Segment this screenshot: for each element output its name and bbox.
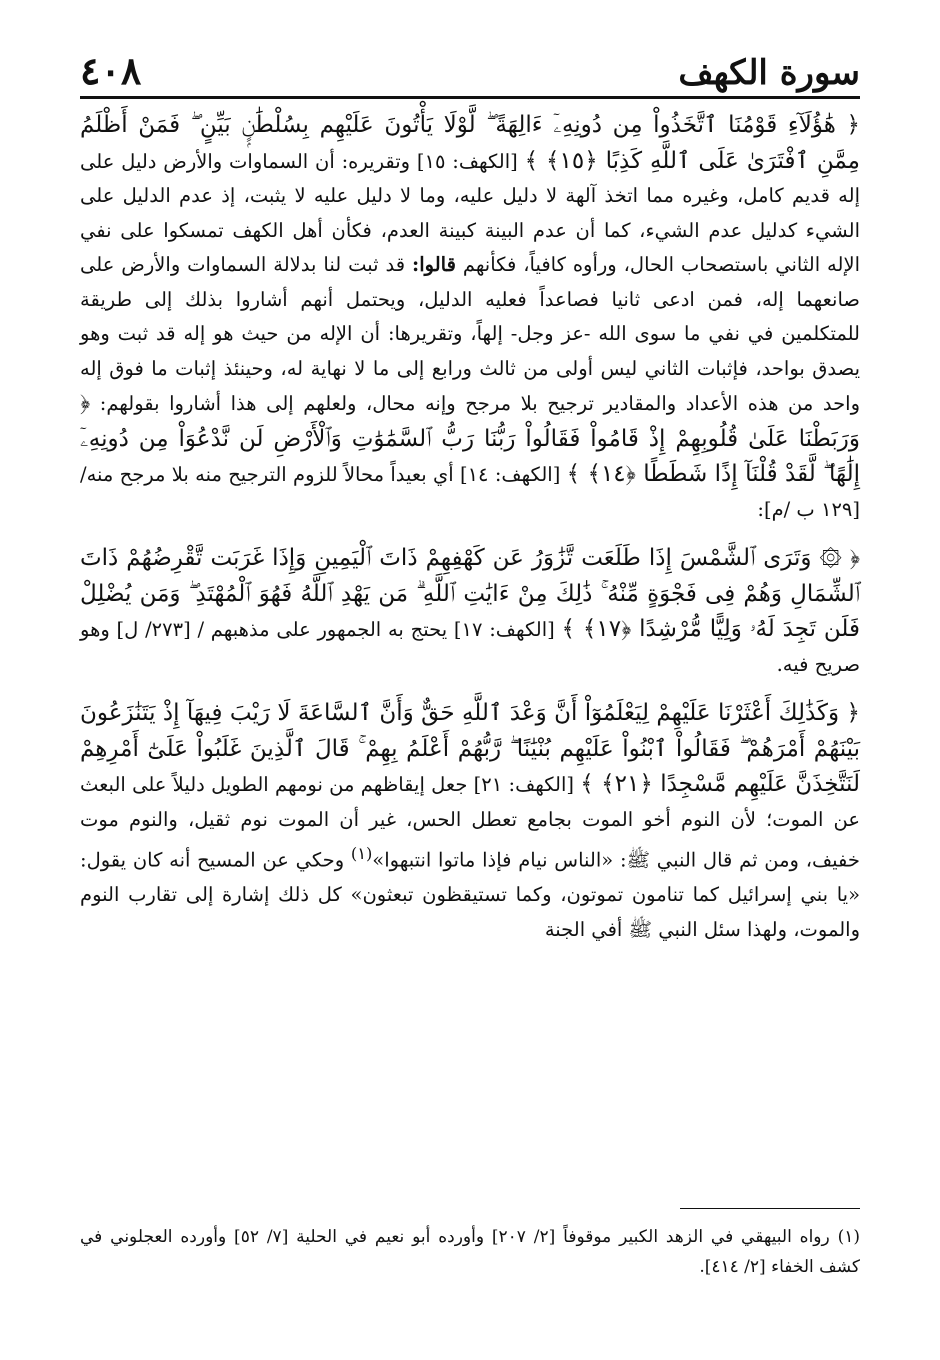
commentary-text: جعل إيقاظهم من نومهم الطويل دليلاً على البعث عن الموت؛ لأن النوم أخو الموت بجامع تعطل الحس، غير أن الموت نوم ثقيل، والنوم موت خفيف، ومن ثم قال النبي ﷺ: «الناس نيام فإذا ماتوا انتبهوا» xyxy=(80,773,860,872)
quran-verse: ﴿ وَرَبَطْنَا عَلَىٰ قُلُوبِهِمْ إِذْ قَامُواْ فَقَالُواْ رَبُّنَا رَبُّ ٱلسَّمَٰوَٰتِ وَٱلْأَرْضِ لَن نَّدْعُوَاْ مِن دُونِهِۦٓ إِلَٰهًا ۖ لَّقَدْ قُلْنَآ إِذًا شَطَطًا ﴿١٤﴾ ﴾ xyxy=(80,390,861,487)
verse-reference: [الكهف: ١٥] xyxy=(410,149,525,173)
paragraph-2 xyxy=(80,541,860,682)
bold-keyword: قالوا: xyxy=(412,253,456,276)
footnote-divider xyxy=(680,1208,860,1209)
verse-reference: [الكهف: ١٤] xyxy=(453,463,567,486)
verse-reference: [الكهف: ١٧] xyxy=(447,618,562,641)
paragraph-1 xyxy=(80,108,860,527)
quran-verse: ﴿ هَٰؤُلَآءِ قَوْمُنَا ٱتَّخَذُواْ مِن دُونِهِۦٓ ءَالِهَةً ۖ لَّوْلَا يَأْتُونَ عَلَيْهِم بِسُلْطَٰنٍۭ بَيِّنٍ ۖ فَمَنْ أَظْلَمُ مِمَّنِ ٱفْتَرَىٰ عَلَى ٱللَّهِ كَذِبًا ﴿١٥﴾ ﴾ xyxy=(80,112,860,174)
commentary-text: وتقريره: أن السماوات والأرض دليل على إله قديم كامل، وغيره مما اتخذ آلهة لا دليل عليه، وما لا دليل عليه لا يثبت، إذ عدم الدليل على الشيء كدليل عدم الشيء، كما أن عدم البينة كبينة العدم، فكأن أهل الكهف تمسكوا على نفي الإله الثاني باستصحاب الحال، ورأوه كافياً، فكأنهم xyxy=(80,149,860,276)
commentary-text: يحتج به الجمهور على مذهبهم / [٢٧٣/ ل] وهو صريح فيه. xyxy=(80,618,860,676)
quran-verse: ﴿ ۞ وَتَرَى ٱلشَّمْسَ إِذَا طَلَعَت تَّزَٰوَرُ عَن كَهْفِهِمْ ذَاتَ ٱلْيَمِينِ وَإِذَا غَرَبَت تَّقْرِضُهُمْ ذَاتَ ٱلشِّمَالِ وَهُمْ فِى فَجْوَةٍ مِّنْهُ ۚ ذَٰلِكَ مِنْ ءَايَٰتِ ٱللَّهِ ۗ مَن يَهْدِ ٱللَّهُ فَهُوَ ٱلْمُهْتَدِ ۖ وَمَن يُضْلِلْ فَلَن تَجِدَ لَهُۥ وَلِيًّا مُّرْشِدًا ﴿١٧﴾ ﴾ xyxy=(80,545,860,642)
commentary-text: أي بعيداً محالاً للزوم الترجيح منه بلا مرجح منه/ [١٢٩ ب /م]: xyxy=(80,463,860,521)
footnote-marker: (١) xyxy=(350,844,373,863)
footnote: (١) رواه البيهقي في الزهد الكبير موقوفاً [٢/ ٢٠٧] وأورده أبو نعيم في الحلية [٧/ ٥٢] وأورده العجلوني في كشف الخفاء [٢/ ٤١٤]. xyxy=(80,1227,860,1277)
commentary-text: قد ثبت لنا بدلالة السماوات والأرض على صانعهما إله، فمن ادعى ثانيا فصاعداً فعليه الدليل، ويحتمل أنهم أشاروا بذلك إلى طريقة للمتكلمين في نفي ما سوى الله -عز وجل- إلهاً، وتقريرها: أن الإله من حيث هو إله قد ثبت وهو يصدق بواحد، فإثبات الثاني ليس أولى من ثالث ورابع إلى ما لا نهاية له، وحينئذ إثبات ما فوق إله واحد من هذه الأعداد والمقادير ترجيح بلا مرجح وإنه محال، ولعلهم إلى هذا أشاروا بقولهم: xyxy=(80,253,860,415)
commentary-text: وحكي عن المسيح أنه كان يقول: «يا بني إسرائيل كما تنامون تموتون، وكما تستيقظون تبعثون» كل ذلك إشارة إلى تقارب النوم والموت، ولهذا سئل النبي ﷺ أفي الجنة xyxy=(80,848,860,941)
header-divider xyxy=(80,96,860,99)
page-header xyxy=(80,40,860,93)
quran-verse: ﴿ وَكَذَٰلِكَ أَعْثَرْنَا عَلَيْهِمْ لِيَعْلَمُوٓاْ أَنَّ وَعْدَ ٱللَّهِ حَقٌّ وَأَنَّ ٱلسَّاعَةَ لَا رَيْبَ فِيهَآ إِذْ يَتَنَٰزَعُونَ بَيْنَهُمْ أَمْرَهُمْ ۖ فَقَالُواْ ٱبْنُواْ عَلَيْهِم بُنْيَٰنًا ۖ رَّبُّهُمْ أَعْلَمُ بِهِمْ ۚ قَالَ ٱلَّذِينَ غَلَبُواْ عَلَىٰٓ أَمْرِهِمْ لَنَتَّخِذَنَّ عَلَيْهِم مَّسْجِدًا ﴿٢١﴾ ﴾ xyxy=(80,700,860,797)
paragraph-gap xyxy=(80,527,860,541)
verse-reference: [الكهف: ٢١] xyxy=(467,773,581,796)
surah-title: سورة الكهف xyxy=(678,53,860,93)
page-number: ٤٠٨ xyxy=(80,48,142,93)
main-text xyxy=(80,108,860,947)
paragraph-gap xyxy=(80,682,860,696)
paragraph-3 xyxy=(80,696,860,947)
